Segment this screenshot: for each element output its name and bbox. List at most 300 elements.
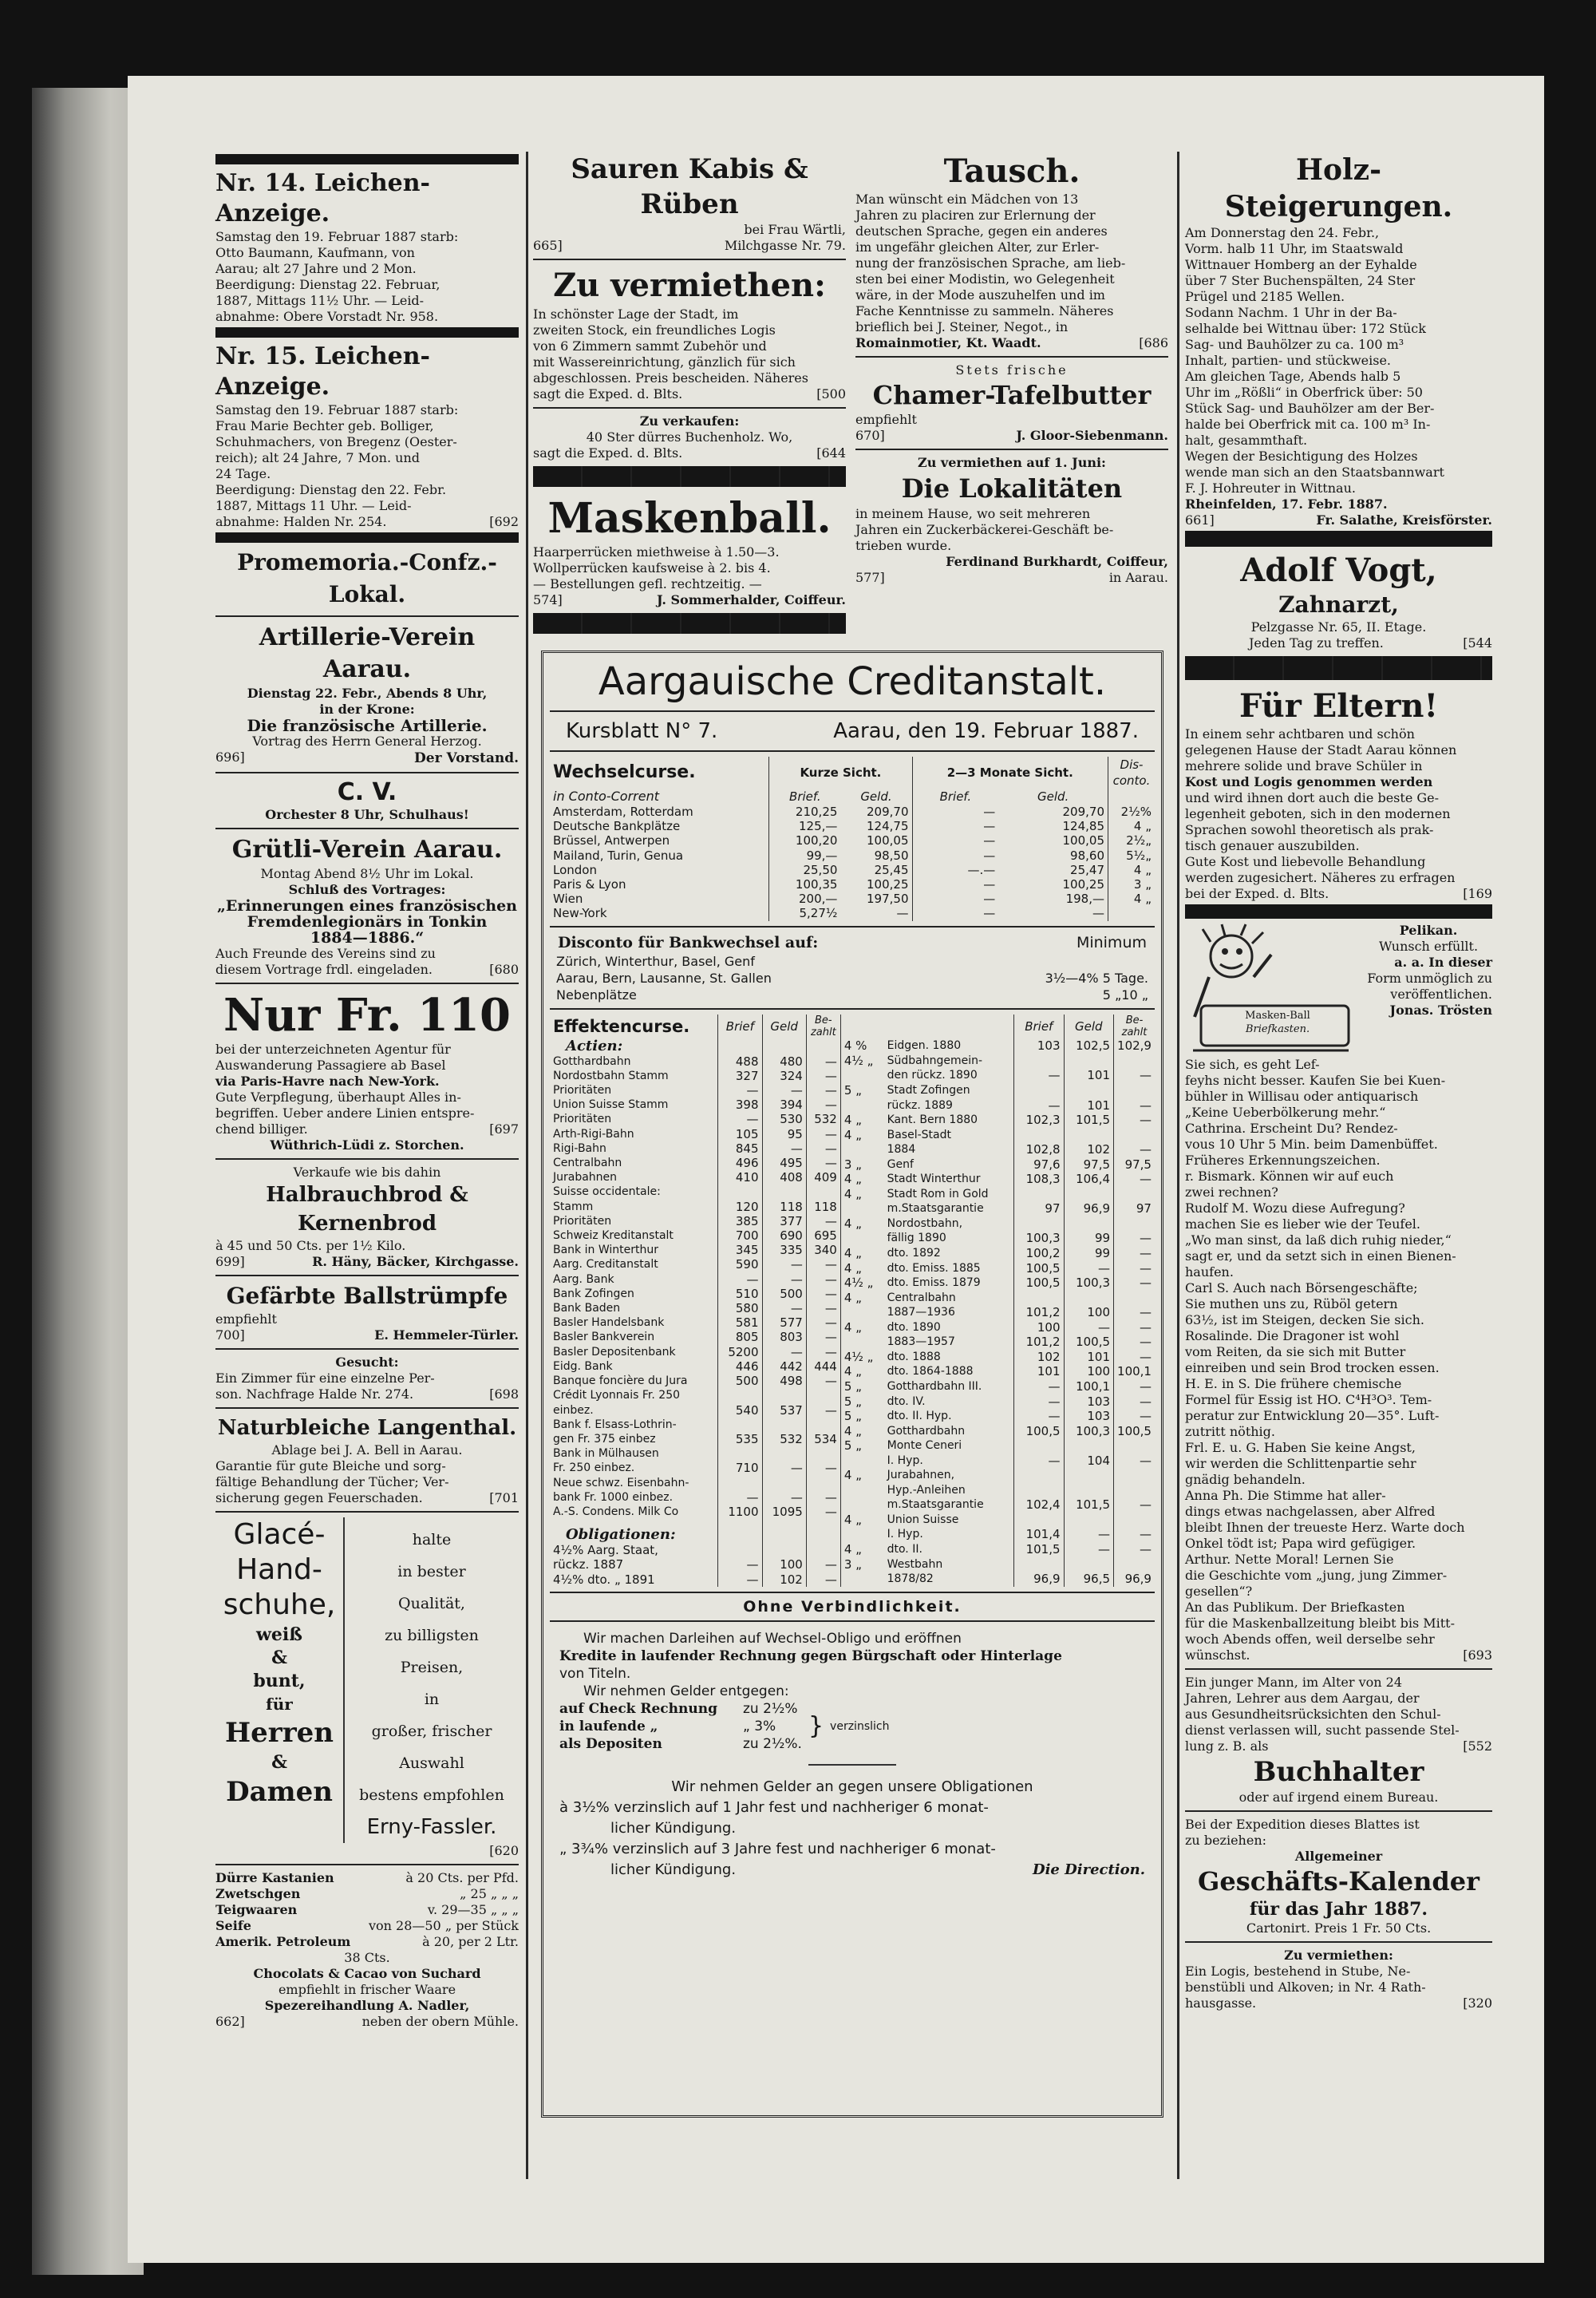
text-line: Kredite in laufender Rechnung gegen Bürgschaft oder Hinterlage [559, 1647, 1062, 1664]
table-row [550, 1446, 840, 1461]
table-cell: dto. 1864-1888 [887, 1365, 974, 1378]
table-cell: — [1114, 1394, 1155, 1409]
lokalitaeten-heading: Die Lokalitäten [901, 473, 1123, 504]
table-cell [1014, 1468, 1064, 1483]
effekten-heading: Effektencurse. [553, 1016, 690, 1036]
col-geld: Geld [762, 1015, 806, 1038]
table-row [840, 1468, 1155, 1483]
cell [884, 1015, 1014, 1039]
table-cell: — [718, 1272, 762, 1287]
text-line: von Titeln. [559, 1665, 631, 1682]
text-line [215, 1254, 519, 1270]
text-line: sagt er, und da setzt sich in einen Bienen- [1185, 1248, 1456, 1264]
table-cell [840, 1527, 883, 1542]
col-blank [1108, 789, 1156, 805]
rule [550, 750, 1155, 752]
table-cell: 99,— [769, 848, 841, 863]
table-cell: — [806, 1557, 840, 1572]
text-line: wende man sich an den Staatsbannwart [1185, 465, 1444, 480]
text-line: Früheres Erkennungszeichen. [1185, 1153, 1381, 1168]
book-edge [32, 88, 144, 2275]
table-cell: 695 [806, 1228, 840, 1243]
text-line: Vorm. halb 11 Uhr, im Staatswald [1185, 241, 1404, 256]
table-cell: 805 [718, 1330, 762, 1344]
table-cell: 1884 [887, 1143, 916, 1157]
wechsel-sub: in Conto-Corrent [553, 789, 659, 804]
rate-label: auf Check Rechnung [559, 1700, 717, 1717]
disconto-rate: 3½—4% 5 Tage. [1045, 970, 1148, 986]
text-line: son. Nachfrage Halde Nr. 274. [215, 1386, 414, 1402]
column-2-right [855, 152, 1168, 586]
disconto-rate: 5 „10 „ [1102, 987, 1148, 1003]
text-line: zweiten Stock, ein freundliches Logis [533, 322, 776, 338]
text-line: Herren [225, 1717, 334, 1749]
table-cell: dto. Emiss. 1879 [887, 1276, 981, 1290]
text-line: mit Wassereinrichtung, gänzlich für sich [533, 354, 796, 370]
table-cell: — [1014, 1379, 1064, 1394]
table-row [550, 1490, 840, 1505]
table-row [550, 1476, 840, 1490]
rule [215, 828, 519, 829]
table-cell: 105 [718, 1127, 762, 1141]
table-cell [762, 1543, 806, 1557]
table-cell: 324 [762, 1069, 806, 1083]
table-cell: — [1064, 1542, 1114, 1557]
table-cell: 4 „ [843, 1290, 862, 1305]
table-cell: 4½ „ [843, 1053, 874, 1068]
text-line: begriffen. Ueber andere Linien entspre- [215, 1105, 475, 1121]
table-cell: 345 [718, 1243, 762, 1257]
table-cell: — [806, 1403, 840, 1418]
text-line: sicherung gegen Feuerschaden. [215, 1490, 423, 1505]
vogt-sub: Zahnarzt, [1278, 591, 1399, 618]
table-cell [1114, 1083, 1155, 1098]
buchhalter-text: oder auf irgend einem Bureau. [1238, 1790, 1439, 1805]
table-row [840, 1068, 1155, 1083]
table-cell [1014, 1291, 1064, 1306]
rule [550, 1620, 1155, 1622]
text-line: Jeden Tag zu treffen. [1249, 635, 1384, 651]
table-cell: Monte Ceneri [887, 1439, 962, 1453]
briefkasten-header [1185, 923, 1492, 1057]
table-cell: dto. IV. [887, 1394, 926, 1408]
table-cell: Eidgen. 1880 [887, 1039, 962, 1053]
table-cell: — [1114, 1142, 1155, 1157]
table-cell: 100,05 [867, 833, 909, 848]
signature: E. Hemmeler-Türler. [374, 1327, 519, 1343]
table-cell: Bank in Mülhausen [553, 1447, 659, 1461]
table-cell: New-York [553, 906, 607, 921]
table-row [840, 1379, 1155, 1394]
table-cell [1114, 1483, 1155, 1498]
text-line: 1887, Mittags 11½ Uhr. — Leid- [215, 293, 425, 308]
table-cell: 100 [1014, 1320, 1064, 1335]
column-rule-2 [1177, 152, 1179, 2179]
artillerie-heading: Artillerie-Verein Aarau. [259, 623, 476, 683]
text-line [215, 1490, 519, 1506]
text-line: An das Publikum. Der Briefkasten [1185, 1600, 1405, 1615]
table-cell [718, 1543, 762, 1557]
table-cell: Jurabahnen [553, 1171, 618, 1185]
table-cell: 102 [762, 1572, 806, 1587]
text-line: Auswanderung Passagiere ab Basel [215, 1058, 446, 1073]
ball-heading: Gefärbte Ballstrümpfe [226, 1283, 508, 1309]
text-line: peratur zur Entwicklung 20—35°. Luft- [1185, 1408, 1440, 1423]
text-line: Ein Logis, bestehend in Stube, Ne- [1185, 1964, 1411, 1979]
holz-text [1185, 225, 1492, 528]
text-line: feyhs nicht besser. Kaufen Sie bei Kuen- [1185, 1073, 1446, 1088]
text-line: Briefkasten. [1245, 1023, 1310, 1035]
text-line: verzinslich [830, 1719, 890, 1733]
text-line [1185, 1738, 1492, 1754]
table-cell [1014, 1438, 1064, 1454]
obituary-14-heading: Nr. 14. Leichen-Anzeige. [215, 169, 431, 227]
table-cell: — [1114, 1497, 1155, 1513]
text-line: wäre, in der Mode auszuhelfen und im [855, 287, 1105, 303]
ad-number: [686 [1139, 335, 1168, 350]
table-row [550, 1156, 840, 1170]
text-line: dings etwas nachgelassen, aber Alfred [1185, 1504, 1436, 1519]
table-cell: — [912, 805, 998, 819]
table-row [840, 1201, 1155, 1216]
table-cell: 3 „ [843, 1157, 862, 1172]
text-line: Sodann Nachm. 1 Uhr in der Ba- [1185, 305, 1397, 320]
table-cell [718, 1185, 762, 1199]
glace-ad [215, 1517, 519, 1843]
table-cell: 96,9 [1114, 1572, 1155, 1587]
table-cell: 335 [762, 1243, 806, 1257]
disconto-row [556, 953, 1148, 970]
ad-number: [500 [816, 386, 846, 401]
table-row [840, 1187, 1155, 1202]
ad-number: [680 [489, 962, 519, 977]
table-cell: — [1114, 1379, 1155, 1394]
table-cell: 197,50 [867, 892, 909, 907]
text-line: Rosalinde. Die Dragoner ist wohl [1185, 1328, 1400, 1343]
table-cell [806, 1446, 840, 1461]
table-cell: 410 [718, 1170, 762, 1185]
table-cell: 101,5 [1064, 1113, 1114, 1128]
text-line: Wir nehmen Gelder an gegen unsere Obligationen [671, 1778, 1033, 1795]
table-cell: fällig 1890 [887, 1232, 946, 1245]
text-line: für die Maskenballzeitung bleibt bis Mitt- [1185, 1616, 1455, 1631]
table-cell: — [1014, 1394, 1064, 1409]
text-line: tisch genauer auszubilden. [1185, 838, 1360, 853]
table-cell: — [1114, 1409, 1155, 1424]
table-cell: 532 [806, 1112, 840, 1126]
text-line [215, 1934, 519, 1950]
table-row [840, 1113, 1155, 1128]
table-cell [1064, 1556, 1114, 1572]
table-row [550, 906, 1155, 920]
table-row [840, 1454, 1155, 1469]
rule [1185, 1810, 1492, 1812]
rate-value: zu 2½%. [743, 1735, 802, 1752]
text-line: halt, gesammthaft. [1185, 433, 1308, 448]
darleihen-rate-list [559, 1700, 802, 1753]
table-cell: Neue schwz. Eisenbahn- [553, 1476, 689, 1489]
ornament-bar [533, 613, 846, 634]
table-row [840, 1276, 1155, 1291]
table-cell: — [718, 1112, 762, 1126]
table-cell: — [806, 1083, 840, 1098]
rate-value: „ 3% [743, 1718, 776, 1734]
signature: Wüthrich-Lüdi z. Storchen. [270, 1137, 464, 1153]
table-cell: 100 [1064, 1305, 1114, 1320]
text-line: woch Abends offen, weil derselbe sehr [1185, 1632, 1435, 1647]
table-cell: 845 [718, 1141, 762, 1156]
table-cell: 446 [718, 1359, 762, 1374]
darleihen-rate-row [559, 1718, 802, 1735]
table-cell: 100,25 [867, 877, 909, 892]
rate-value: zu 2½% [743, 1700, 798, 1717]
table-cell: 4 „ [843, 1512, 862, 1527]
product-price: von 28—50 „ per Stück [368, 1918, 519, 1933]
table-cell: 498 [762, 1374, 806, 1388]
table-cell: — [1114, 1527, 1155, 1542]
text-line: Wunsch erfüllt. [1378, 939, 1479, 954]
wechsel-heading: Wechselcurse. [553, 762, 696, 782]
text-line [215, 1886, 519, 1902]
table-cell: 98,50 [874, 848, 909, 863]
table-cell: 2½„ [1108, 833, 1156, 848]
text-line: Haarperrücken miethweise à 1.50—3. [533, 544, 780, 560]
table-cell [762, 1185, 806, 1199]
table-cell: 537 [762, 1403, 806, 1418]
ad-number: [320 [1463, 1995, 1492, 2011]
table-row [550, 1388, 840, 1402]
table-cell: 120 [718, 1200, 762, 1214]
table-cell: — [1114, 1260, 1155, 1276]
col-disc: Dis-conto. [1108, 757, 1156, 789]
text-line: Sie sich, es geht Lef- [1185, 1057, 1320, 1072]
text-line: Otto Baumann, Kaufmann, von [215, 245, 415, 260]
text-line: Arthur. Nette Moral! Lernen Sie [1185, 1552, 1394, 1567]
table-cell: — [718, 1557, 762, 1572]
table-row [550, 1418, 840, 1432]
text-line: à 45 und 50 Cts. per 1½ Kilo. [215, 1238, 406, 1253]
disconto-row [556, 970, 1148, 987]
tausch-text [855, 192, 1168, 351]
table-cell: 2½% [1108, 805, 1156, 819]
table-cell: 4½ „ [843, 1276, 874, 1291]
text-line: Man wünscht ein Mädchen von 13 [855, 192, 1079, 207]
table-cell: — [806, 1098, 840, 1112]
logis-text [1185, 1964, 1492, 2011]
table-header [840, 1015, 1155, 1039]
table-cell: m.Staatsgarantie [887, 1498, 984, 1512]
table-cell: 101 [1014, 1364, 1064, 1379]
table-cell: 5 „ [843, 1438, 862, 1454]
table-cell: Centralbahn [887, 1291, 956, 1304]
aktien-heading: Actien: [566, 1037, 623, 1054]
text-line: Hand- [236, 1553, 322, 1586]
table-row [550, 1315, 840, 1330]
table-cell: — [1114, 1068, 1155, 1083]
table-row [550, 1141, 840, 1156]
ad-number: [693 [1463, 1647, 1492, 1663]
table-cell: — [718, 1083, 762, 1098]
table-cell: 385 [718, 1214, 762, 1228]
table-cell: — [1114, 1350, 1155, 1365]
text-line [215, 750, 519, 767]
table-row [840, 1291, 1155, 1306]
table-row [550, 805, 1155, 819]
table-row [550, 1403, 840, 1418]
table-cell: 580 [718, 1301, 762, 1315]
table-cell: 101,5 [1014, 1542, 1064, 1557]
table-row [550, 892, 1155, 906]
table-cell: 25,45 [874, 862, 909, 877]
table-cell [718, 1446, 762, 1461]
table-cell: — [718, 1490, 762, 1505]
table-cell: — [806, 1315, 840, 1330]
table-cell: 4 „ [843, 1246, 862, 1261]
table-cell: 690 [762, 1228, 806, 1243]
table-row [550, 1170, 840, 1185]
table-cell: 101 [1064, 1350, 1114, 1365]
vermiethen-text [533, 307, 846, 402]
table-cell: 125,— [769, 819, 841, 833]
table-cell: bank Fr. 1000 einbez. [553, 1490, 674, 1504]
text-line: a. a. In dieser [1394, 955, 1492, 970]
holz-heading: Holz-Steigerungen. [1224, 153, 1453, 223]
table-cell: — [912, 906, 998, 920]
signature: Ferdinand Burkhardt, Coiffeur, [946, 554, 1168, 569]
text-line: Pelikan. [1399, 923, 1458, 938]
disconto-row [556, 987, 1148, 1003]
table-cell: 97 [1014, 1201, 1064, 1216]
artillerie-text [215, 686, 519, 767]
kursblatt-date: Aarau, den 19. Februar 1887. [833, 719, 1139, 743]
table-cell: — [762, 1461, 806, 1475]
table-row [840, 1527, 1155, 1542]
text-line: Rudolf M. Wozu diese Aufregung? [1185, 1200, 1405, 1216]
text-line: F. J. Hohreuter in Wittnau. [1185, 481, 1356, 496]
text-line: Milchgasse Nr. 79. [724, 238, 846, 253]
table-cell [718, 1476, 762, 1490]
text-line: bei der Exped. d. Blts. [1185, 886, 1329, 901]
text-line [1185, 886, 1492, 902]
table-cell: 1887—1936 [887, 1306, 955, 1319]
text-line: in [424, 1691, 440, 1708]
kalender-sub: Allgemeiner [1294, 1849, 1383, 1864]
table-cell: 4 „ [843, 1216, 862, 1231]
table-cell [840, 1572, 883, 1587]
table-cell: 327 [718, 1069, 762, 1083]
text-line: Gute Verpflegung, überhaupt Alles in- [215, 1090, 461, 1105]
text-line: halte [412, 1531, 452, 1548]
table-cell: 5½„ [1108, 848, 1156, 863]
table-cell [762, 1418, 806, 1432]
table-cell: 102,9 [1114, 1038, 1155, 1054]
kalender-heading: Geschäfts-Kalender [1198, 1866, 1479, 1897]
text-line: Prügel und 2185 Wellen. [1185, 289, 1345, 304]
table-cell: dto. II. [887, 1542, 922, 1556]
table-cell: 100,5 [1014, 1423, 1064, 1438]
rule [550, 926, 1155, 928]
text-line: Rheinfelden, 17. Febr. 1887. [1185, 496, 1388, 512]
text-line: in bester [397, 1563, 466, 1580]
table-cell: 100 [1064, 1364, 1114, 1379]
chamer-text [855, 412, 1168, 444]
text-line [855, 428, 1168, 444]
table-cell: Jurabahnen, [887, 1469, 955, 1482]
table-row [840, 1572, 1155, 1587]
table-cell: 100,5 [1114, 1423, 1155, 1438]
text-line: H. E. in S. Die frühere chemische [1185, 1376, 1402, 1391]
disconto-place: Zürich, Winterthur, Basel, Genf [556, 953, 755, 969]
table-cell: — [762, 1083, 806, 1098]
text-line: Cathrina. Erscheint Du? Rendez- [1185, 1121, 1398, 1136]
text-line [533, 592, 846, 608]
table-cell: Mailand, Turin, Genua [553, 848, 684, 863]
table-row [550, 1359, 840, 1374]
table-cell: 496 [718, 1156, 762, 1170]
text-line: Dienstag 22. Febr., Abends 8 Uhr, [247, 686, 488, 701]
maskenball-heading: Maskenball. [547, 494, 832, 543]
text-line: Spezereihandlung A. Nadler, [264, 1998, 470, 2013]
table-cell: Gotthardbahn [887, 1424, 966, 1438]
verkaufen-text [533, 429, 846, 461]
darleihen-rate-row [559, 1700, 802, 1718]
ad-number: [644 [816, 445, 846, 461]
junger-text [1185, 1675, 1492, 1754]
table-row [840, 1246, 1155, 1261]
text-line: großer, frischer [371, 1723, 492, 1740]
text-line: bei Frau Wärtli, [744, 222, 846, 237]
table-cell: Nordostbahn, [887, 1216, 963, 1230]
brod-intro: Verkaufe wie bis dahin [293, 1165, 441, 1180]
text-line: Ein junger Mann, im Alter von 24 [1185, 1675, 1403, 1690]
table-cell: I. Hyp. [887, 1528, 923, 1541]
table-cell [1014, 1216, 1064, 1232]
text-line: abnahme: Obere Vorstadt Nr. 958. [215, 309, 439, 324]
table-cell: Wien [553, 892, 583, 907]
table-cell: Stadt Winterthur [887, 1173, 981, 1186]
table-cell: 101 [1064, 1098, 1114, 1113]
text-line [855, 570, 1168, 586]
text-line: Fremdenlegionärs in Tonkin [247, 913, 488, 931]
text-line: neben der obern Mühle. [361, 2014, 519, 2029]
table-row [550, 1301, 840, 1315]
text-line: einreiben und sein Brod trocken essen. [1185, 1360, 1440, 1375]
table-cell [840, 1305, 883, 1320]
darleihen-text [550, 1627, 1155, 1756]
table-cell: — [1064, 1260, 1114, 1276]
text-line: Jahren, Lehrer aus dem Aargau, der [1185, 1691, 1420, 1706]
text-line: 1887, Mittags 11 Uhr. — Leid- [215, 498, 412, 513]
table-row [550, 1572, 840, 1587]
table-row [550, 1200, 840, 1214]
table-cell: Prioritäten [553, 1113, 612, 1126]
table-cell: 25,47 [1070, 862, 1104, 877]
column-2-left [533, 152, 846, 640]
rule [215, 772, 519, 773]
table-cell: 1883—1957 [887, 1335, 955, 1349]
text-line: in Aarau. [1108, 570, 1168, 585]
table-cell: den rückz. 1890 [887, 1069, 978, 1082]
text-line: Wegen der Besichtigung des Holzes [1185, 449, 1418, 464]
table-cell: — [1114, 1276, 1155, 1291]
table-cell: — [806, 1287, 840, 1301]
table-cell: Union Suisse Stamm [553, 1098, 669, 1112]
table-cell: 97,5 [1064, 1157, 1114, 1173]
ornament-bar [533, 466, 846, 487]
cell [718, 1519, 762, 1543]
table-cell: — [806, 1214, 840, 1228]
cv-heading: C. V. [337, 778, 397, 806]
